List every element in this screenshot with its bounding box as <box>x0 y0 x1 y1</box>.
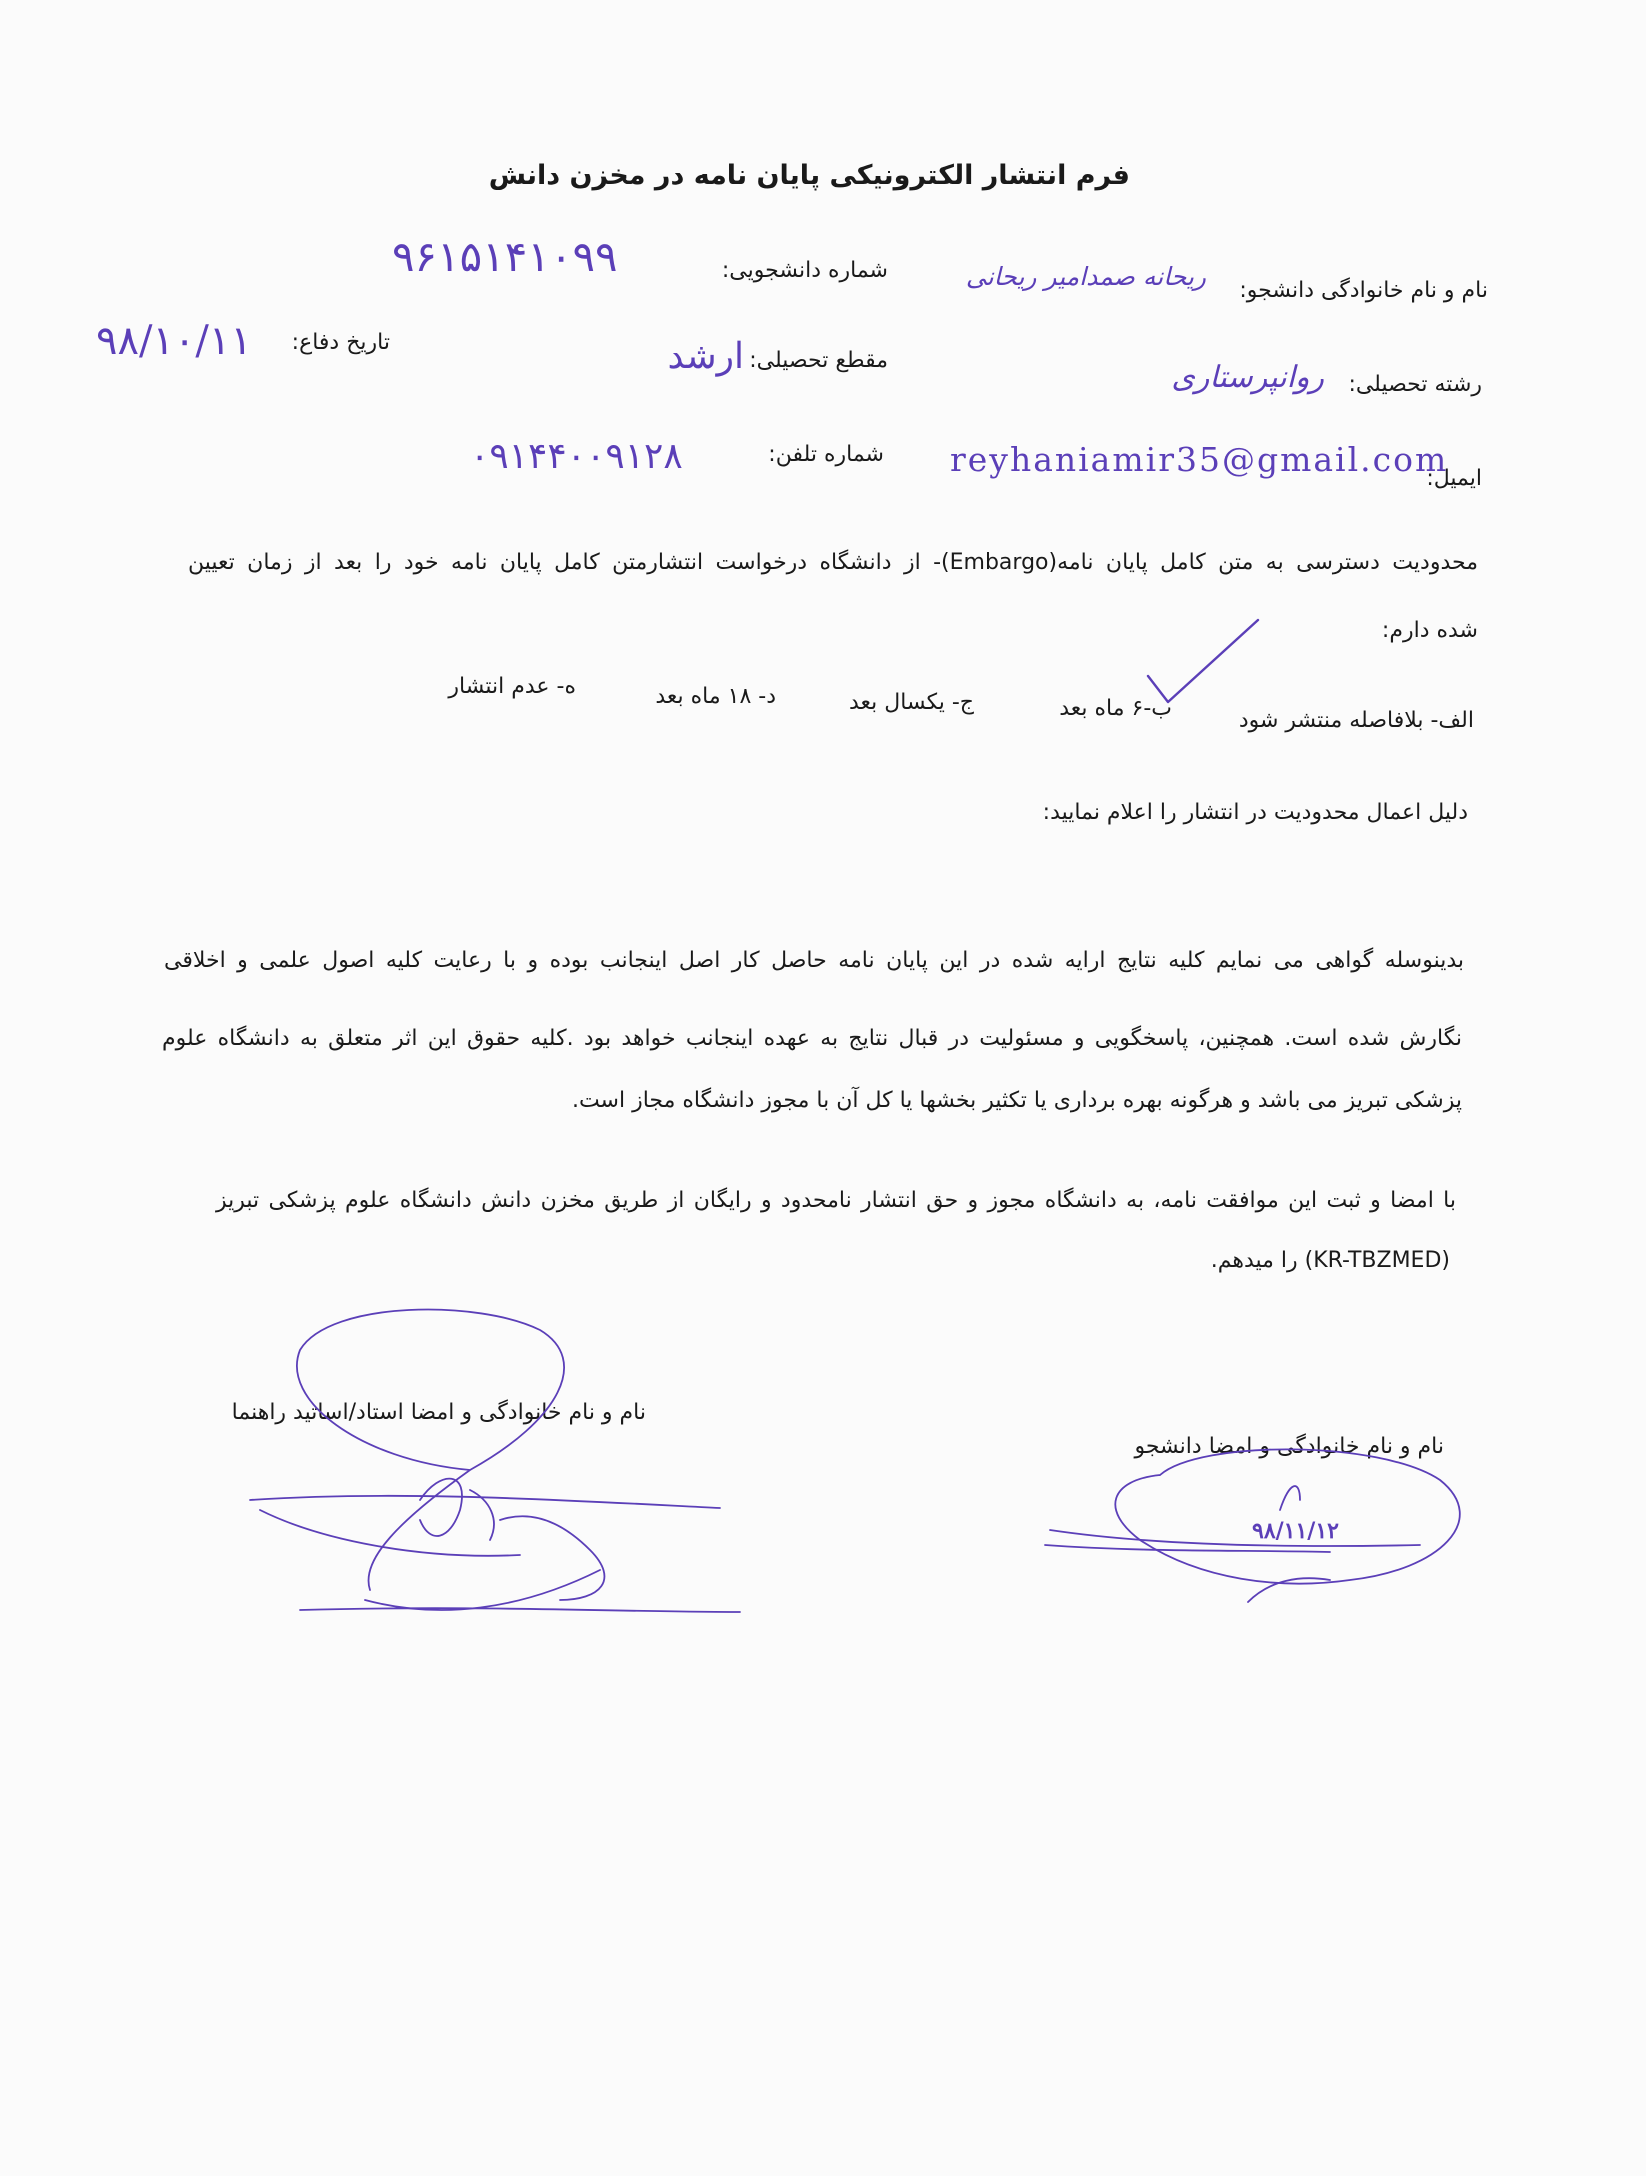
student-id-label: شماره دانشجویی: <box>721 258 888 283</box>
embargo-reason-label: دلیل اعمال محدودیت در انتشار را اعلام نمایید: <box>1042 800 1468 825</box>
student-name-label: نام و نام خانوادگی دانشجو: <box>1239 278 1488 303</box>
student-name-value: ریحانه صمدامیر ریحانی <box>965 262 1206 291</box>
advisor-signature-icon <box>250 1310 740 1612</box>
embargo-text-line1: محدودیت دسترسی به متن کامل پایان نامه(Embargo)- از دانشگاه درخواست انتشارمتن کامل پایان نامه خود را بعد از زمان تعیین <box>188 550 1478 575</box>
degree-label: مقطع تحصیلی: <box>749 348 888 373</box>
embargo-option-no-publish[interactable]: ه- عدم انتشار <box>448 674 576 699</box>
student-signature-label: نام و نام خانوادگی و امضا دانشجو <box>1134 1434 1444 1459</box>
student-signature-icon <box>1045 1449 1460 1602</box>
embargo-option-6-months[interactable]: ب-۶ ماه بعد <box>1059 696 1172 721</box>
checkmark-icon <box>1148 620 1258 702</box>
declaration-line2: نگارش شده است. همچنین، پاسخگویی و مسئولیت در قبال نتایج به عهده اینجانب خواهد بود .کلیه حقوق این اثر متعلق به دانشگاه علوم <box>162 1026 1462 1051</box>
phone-label: شماره تلفن: <box>768 442 884 467</box>
email-label: ایمیل: <box>1426 466 1482 491</box>
defense-date-value: ۹۸/۱۰/۱۱ <box>96 318 252 364</box>
degree-value: ارشد <box>667 336 744 377</box>
student-signature-date: ۹۸/۱۱/۱۲ <box>1252 1518 1339 1544</box>
form-title: فرم انتشار الکترونیکی پایان نامه در مخزن دانش <box>488 160 1130 191</box>
email-value: reyhaniamir35@gmail.com <box>950 440 1449 479</box>
major-value: روانپرستاری <box>1171 360 1324 395</box>
major-label: رشته تحصیلی: <box>1348 372 1482 397</box>
embargo-option-immediate[interactable]: الف- بلافاصله منتشر شود <box>1238 708 1474 733</box>
embargo-option-18-months[interactable]: د- ۱۸ ماه بعد <box>655 684 776 709</box>
declaration-line3: پزشکی تبریز می باشد و هرگونه بهره برداری یا تکثیر بخشها یا کل آن با مجوز دانشگاه مجاز است. <box>571 1088 1462 1113</box>
phone-value: ۰۹۱۴۴۰۰۹۱۲۸ <box>470 436 683 477</box>
defense-date-label: تاریخ دفاع: <box>291 330 390 355</box>
student-id-value: ۹۶۱۵۱۴۱۰۹۹ <box>392 232 618 281</box>
advisor-signature-label: نام و نام خانوادگی و امضا استاد/اساتید راهنما <box>231 1400 646 1425</box>
declaration-line5: (KR-TBZMED) را میدهم. <box>1210 1248 1450 1273</box>
declaration-line4: با امضا و ثبت این موافقت نامه، به دانشگاه مجوز و حق انتشار نامحدود و رایگان از طریق مخزن دانش دانشگاه علوم پزشکی تبریز <box>216 1188 1456 1213</box>
embargo-text-line2: شده دارم: <box>1381 618 1478 643</box>
declaration-line1: بدینوسله گواهی می نمایم کلیه نتایج ارایه شده در این پایان نامه حاصل کار اصل اینجانب بوده و با رعایت کلیه اصول علمی و اخلاقی <box>164 948 1464 973</box>
embargo-option-1-year[interactable]: ج- یکسال بعد <box>849 690 974 715</box>
